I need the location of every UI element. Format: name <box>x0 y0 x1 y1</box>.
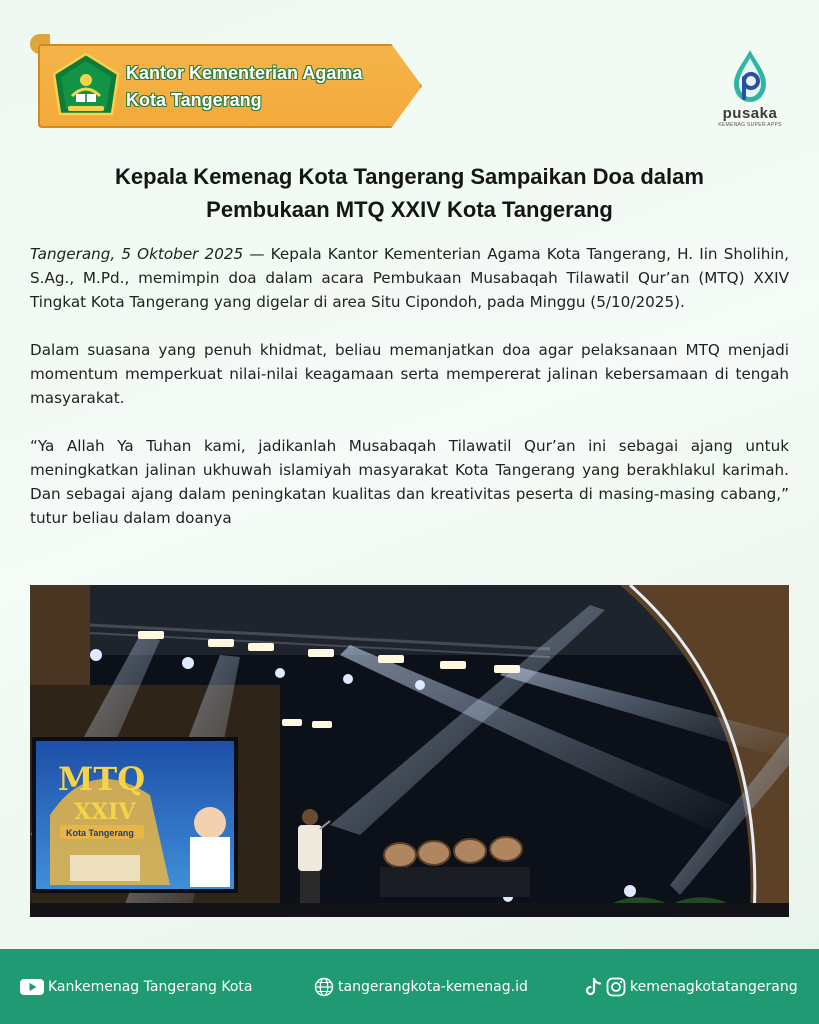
globe-icon <box>314 977 334 997</box>
article-headline <box>40 160 779 226</box>
article-paragraph-3: “Ya Allah Ya Tuhan kami, jadikanlah Musabaqah Tilawatil Qur’an ini sebagai ajang untuk meningkatkan jalinan ukhuwah islamiyah masyarakat Kota Tangerang yang berakhlakul karimah. Dan sebagai ajang dalam peningkatan kualitas dan kreativitas peserta di masing-masing cabang,” tutur beliau dalam doanya <box>30 437 789 527</box>
headline-line1: Kepala Kemenag Kota Tangerang Sampaikan Doa dalam <box>115 164 704 189</box>
website-url: tangerangkota-kemenag.id <box>338 979 528 995</box>
social-handle: kemenagkotatangerang <box>630 979 798 995</box>
brand-tagline: KEMENAG SUPER APPS <box>718 122 782 128</box>
article-paragraph-1 <box>30 242 789 314</box>
brand-name: pusaka <box>722 105 778 122</box>
office-name-line2: Kota Tangerang <box>126 90 262 110</box>
footer-website[interactable] <box>314 977 528 997</box>
screen-banner: Kota Tangerang <box>66 828 134 838</box>
screen-subtitle: XXIV <box>74 799 136 825</box>
office-name-line1: Kantor Kementerian Agama <box>126 63 363 83</box>
footer-bar <box>0 949 819 1024</box>
office-name <box>126 60 362 114</box>
footer-social[interactable] <box>584 977 798 997</box>
office-ribbon <box>30 34 422 132</box>
dateline: Tangerang, 5 Oktober 2025 <box>30 245 244 263</box>
youtube-channel-name: Kankemenag Tangerang Kota <box>48 979 253 995</box>
screen-title: MTQ <box>58 760 146 798</box>
youtube-icon <box>20 978 44 996</box>
pusaka-logo <box>714 48 786 134</box>
instagram-icon <box>606 977 626 997</box>
tiktok-icon <box>584 977 602 997</box>
article-body <box>30 242 789 554</box>
pusaka-drop-icon <box>730 48 770 104</box>
event-photo <box>30 585 789 917</box>
headline-line2: Pembukaan MTQ XXIV Kota Tangerang <box>206 197 613 222</box>
paragraph-1-text: — Kepala Kantor Kementerian Agama Kota Tangerang, H. Iin Sholihin, S.Ag., M.Pd., memimpin doa dalam acara Pembukaan Musabaqah Tilawatil Qur’an (MTQ) XXIV Tingkat Kota Tangerang yang digelar di area Situ Cipondoh, pada Minggu (5/10/2025). <box>30 245 789 311</box>
article-paragraph-2: Dalam suasana yang penuh khidmat, beliau memanjatkan doa agar pelaksanaan MTQ menjadi momentum memperkuat nilai-nilai keagamaan serta mempererat jalinan kebersamaan di tengah masyarakat. <box>30 341 789 407</box>
footer-youtube[interactable] <box>20 977 253 997</box>
kemenag-emblem-icon <box>50 52 122 124</box>
